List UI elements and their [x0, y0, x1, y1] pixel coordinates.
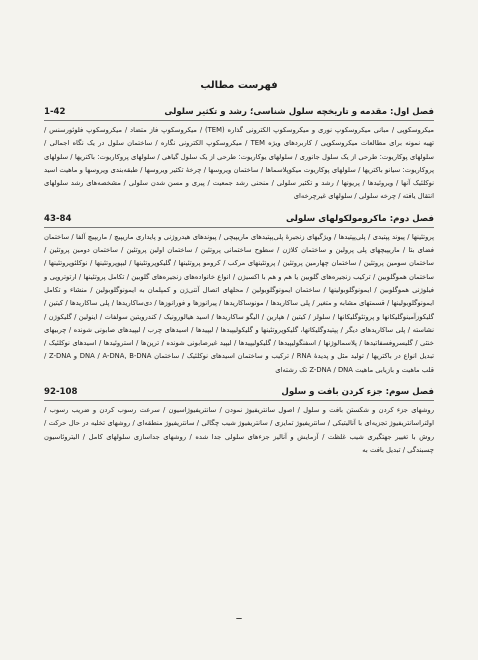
chapter-2: [44, 214, 434, 377]
chapter-1-title: فصل اول: مقدمه و تاریخچه سلول شناسی؛ رشد و تکثیر سلولی: [164, 107, 434, 117]
page-number: ــ: [236, 612, 242, 622]
chapter-3-header: [44, 387, 434, 401]
chapter-3-pages: 92-108: [44, 387, 78, 398]
chapter-2-contents: پروتئینها / پیوند پپتیدی / پلی‌پپتیدها / ویژگیهای زنجیرۀ پلی‌پپتیدهای ماریپیچی / پیوندهای هیدروژنی و پایداری ماریپیچ / ماریپیچ آلفا / ساختمان فضای بتا / ماریپیچهای پلی پرولین و ساختمان کلاژن / سطوح ساختمانی پروتئین / ساختمان اولین پروتئین / ساختمان دومین پروتئین / ساختمان سومین پروتئین / ساختمان چهارمین پروتئین / پروتئینهای مرکب / کرومو پروتئینها / گلیکوپروتئینها / لیپوپروتئینها / نوکلئوپروتئینها / ساختمان هموگلوبین / ترکیب زنجیره‌های گلوبین یا هم و هم با اکسیژن / انواع خانواده‌های زنجیره‌های گلوبین / تکامل پروتئینها / ارتوتروپی و فیلوژنی هموگلوبین / ایمونوگلوبولینها / ساختمان ایمونوگلوبولین / محلهای اتصال آنتی‌ژن و کمپلمان به ایمونوگلوبولین / منشاء و تکامل ایمونوگلوبولینها / قسمتهای مشابه و متغیر / پلی ساکاریدها / مونوساکاریدها / پیرانوزها و فورانوزها / دی‌ساکاریدها / پلی ساکاریدها / کیتین / گلیکوزآمینوگلیکانها و پروتئوگلیکانها / سلولز / کیتین / هپارین / الیگو ساکاریدها / اسید هیالورونیک / کندرویتین سولفات / اینولین / گلیکوژن / نشاسته / پلی ساکاریدهای دیگر / پپتیدوگلیکانها، گلیکوپروتئینها و گلیکولیپیدها / لیپیدها / اسیدهای چرب / لیپیدهای صابونی شونده / چربیهای خنثی / گلیسروفسفاتیدها / پلاسمالوژنها / اسفنگولیپیدها / گلیکولیپیدها / لیپید غیرصابونی شونده / ترپن‌ها / استروئیدها / اسیدهای نوکلئیک / تبدیل انواع در باکتریها / تولید مثل و پدیدهٔ RNA / ترکیب و ساختمان اسیدهای نوکلئیک / ساختمان DNA / A-DNA, B-DNA و Z-DNA / قلب ماهیت و بازیابی ماهیت Z-DNA / DNA تک رشته‌ای: [44, 232, 435, 374]
chapter-1-pages: 1-42: [44, 107, 66, 117]
toc-title: فهرست مطالب: [200, 80, 278, 91]
chapter-2-header: [44, 214, 434, 228]
chapter-2-title: فصل دوم: ماکرومولکولهای سلولی: [285, 213, 434, 224]
chapter-3-title: فصل سوم: جزء کردن بافت و سلول: [281, 387, 434, 398]
chapter-1: [44, 107, 434, 204]
chapter-1-contents: میکروسکوپی / مبانی میکروسکوپ نوری و میکروسکوپ الکترونی گذاره (TEM) / میکروسکوپ فاز متضاد / میکروسکوپ فلوئورسنس / تهیه نمونه برای مطالعات میکروسکوپی / کاربردهای ویژه TEM / میکروسکوپ الکترونی نگاره / ساختمان سلول در یک نگاه اجمالی / سلولهای پوکاریوت: طرحی از یک سلول جانوری / سلولهای یوکاریوت: طرحی از یک سلول گیاهی / سلولهای پروکاریوت: باکتریها / سلولهای پروکاریوت: سیانو باکتریها / سلولهای پوکاریوت میکوپلاسماها / ساختمان ویروسها / چرخهٔ تکثیر ویروسها / طبقه‌بندی ویروسها و ماهیت اسید نوکلئیک آنها / ویروئیدها / پریونها / رشد و تکثیر سلولی / منحنی رشد جمعیت / پیری و مسن شدن سلولی / مشخصه‌های رشد سلولهای انتقال یافته / چرخه سلولی / سلولهای غیرچرخه‌ای: [44, 126, 434, 201]
chapter-2-pages: 43-84: [44, 213, 72, 224]
chapter-1-header: [44, 107, 434, 121]
chapter-3-contents: روشهای جزء کردن و شکستن بافت و سلول / اصول سانتریفیوژ نمودن / سانتریفیوژاسیون / سرعت رسوب کردن و ضریب رسوب / اولتراسانتریفیوژ تجزیه‌ای با آنالیتیکی / سانتریفیوژ تمایزی / سانتریفیوژ شیب چگالی / سانتریفیوژ منطقه‌ای / روشهای تخلیه در حال حرکت / روش با تغییر جهتگیری شیب غلظت / آزمایش و آنالیز جزءهای سلولی جدا شده / روشهای جداسازی سلولهای کامل / الیتروئاسیون چسبندگی / تبدیل بافت به: [44, 406, 434, 454]
chapter-3: [44, 387, 434, 457]
